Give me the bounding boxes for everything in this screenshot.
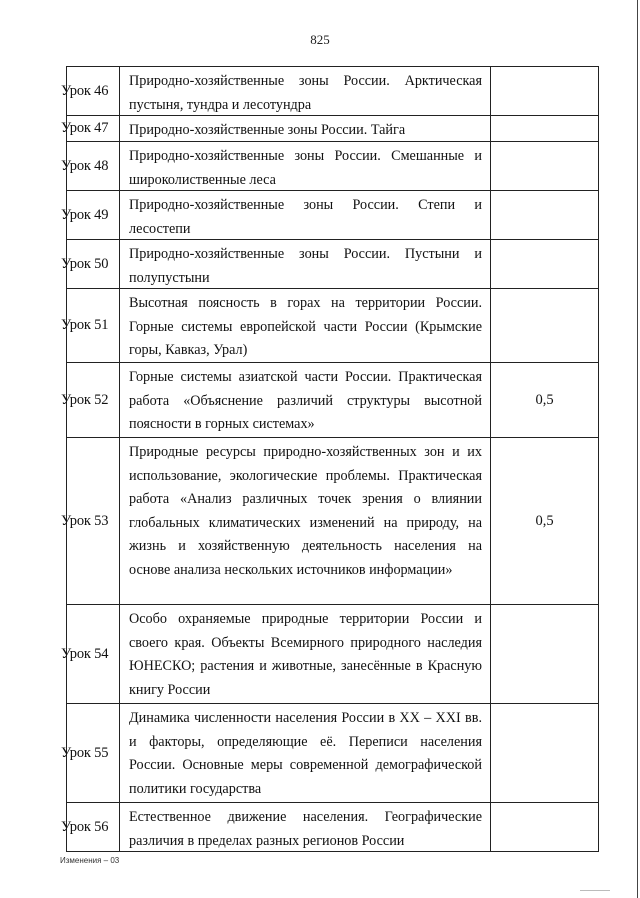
table-row <box>61 289 599 363</box>
table-row <box>61 142 599 191</box>
lesson-number: Урок 52 <box>59 363 120 437</box>
lesson-topic: Природные ресурсы природно-хозяйственных зон и их использование, экологические проблемы. Практическая работа «Анализ различных точек зрения о влиянии глобальных климатических изменений на природу, на жизнь и хозяйственную деятельность населения на основе анализа нескольких источников информации» <box>120 438 491 604</box>
lesson-topic: Особо охраняемые природные территории России и своего края. Объекты Всемирного природного наследия ЮНЕСКО; растения и животные, занесённые в Красную книгу России <box>120 605 491 703</box>
table-row <box>61 191 599 240</box>
lesson-hours <box>491 605 599 703</box>
lesson-hours: 0,5 <box>491 438 599 604</box>
lesson-topic: Динамика численности населения России в XX – XXI вв. и факторы, определяющие её. Переписи населения России. Основные меры современной демографической политики государства <box>120 704 491 802</box>
lesson-topic: Природно-хозяйственные зоны России. Тайга <box>120 116 491 141</box>
lesson-hours: 0,5 <box>491 363 599 437</box>
lesson-hours <box>491 240 599 288</box>
lesson-number: Урок 49 <box>59 191 120 239</box>
lesson-topic: Природно-хозяйственные зоны России. Пустыни и полупустыни <box>120 240 491 288</box>
table-row <box>61 605 599 704</box>
lesson-hours <box>491 142 599 190</box>
page-number: 825 <box>310 32 330 47</box>
lesson-table <box>61 66 599 852</box>
lesson-number: Урок 46 <box>59 67 120 115</box>
lesson-hours <box>491 116 599 141</box>
table-row <box>61 116 599 142</box>
lesson-hours <box>491 803 599 851</box>
lesson-number: Урок 53 <box>59 438 120 604</box>
lesson-topic: Природно-хозяйственные зоны России. Арктическая пустыня, тундра и лесотундра <box>120 67 491 115</box>
scan-bottom-mark <box>580 890 610 891</box>
lesson-topic: Природно-хозяйственные зоны России. Степи и лесостепи <box>120 191 491 239</box>
lesson-topic: Высотная поясность в горах на территории России. Горные системы европейской части России (Крымские горы, Кавказ, Урал) <box>120 289 491 362</box>
lesson-hours <box>491 289 599 362</box>
table-row <box>61 240 599 289</box>
lesson-number: Урок 48 <box>59 142 120 190</box>
lesson-number: Урок 55 <box>59 704 120 802</box>
table-row <box>61 438 599 605</box>
table-row <box>61 67 599 116</box>
lesson-number: Урок 54 <box>59 605 120 703</box>
lesson-number: Урок 47 <box>59 116 120 141</box>
lesson-number: Урок 56 <box>59 803 120 851</box>
table-row <box>61 803 599 852</box>
table-row <box>61 363 599 438</box>
footer-revision: Изменения – 03 <box>60 856 120 865</box>
lesson-hours <box>491 191 599 239</box>
lesson-topic: Горные системы азиатской части России. Практическая работа «Объяснение различий структуры высотной поясности в горных системах» <box>120 363 491 437</box>
lesson-number: Урок 51 <box>59 289 120 362</box>
lesson-topic: Естественное движение населения. Географические различия в пределах разных регионов России <box>120 803 491 851</box>
lesson-hours <box>491 704 599 802</box>
table-row <box>61 704 599 803</box>
lesson-hours <box>491 67 599 115</box>
lesson-number: Урок 50 <box>59 240 120 288</box>
lesson-topic: Природно-хозяйственные зоны России. Смешанные и широколиственные леса <box>120 142 491 190</box>
scan-edge-line <box>637 0 638 898</box>
